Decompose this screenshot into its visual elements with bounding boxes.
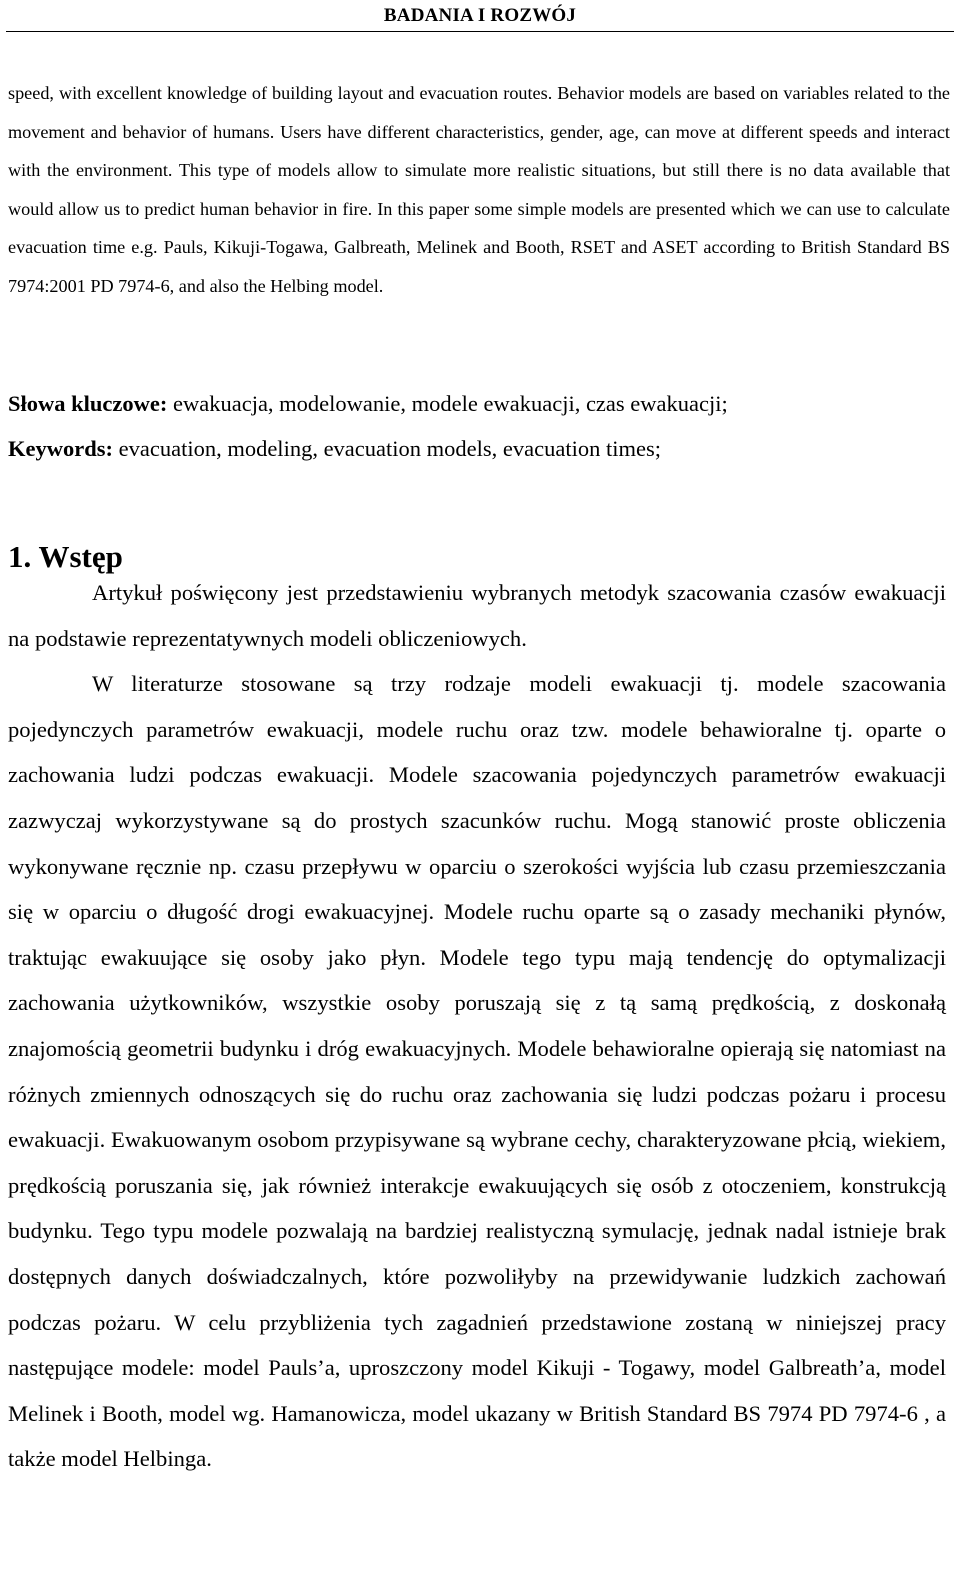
keywords-english-text: evacuation, modeling, evacuation models, evacuation times; [113, 436, 661, 461]
section-body [8, 570, 946, 1482]
section-title: 1. Wstęp [8, 539, 123, 574]
header-divider [6, 31, 954, 32]
keywords-polish-label: Słowa kluczowe: [8, 391, 168, 416]
abstract-paragraph: speed, with excellent knowledge of building layout and evacuation routes. Behavior models are based on variables related to the movement and behavior of humans. Users have different characteristics, gender, age, can move at different speeds and interact with the environment. This type of models allow to simulate more realistic situations, but still there is no data available that would allow us to predict human behavior in fire. In this paper some simple models are presented which we can use to calculate evacuation time e.g. Pauls, Kikuji-Togawa, Galbreath, Melinek and Booth, RSET and ASET according to British Standard BS 7974:2001 PD 7974-6, and also the Helbing model. [8, 83, 950, 296]
keywords-polish-text: ewakuacja, modelowanie, modele ewakuacji, czas ewakuacji; [167, 391, 728, 416]
keywords-english [8, 434, 952, 464]
keywords-english-label: Keywords: [8, 436, 113, 461]
body-paragraph-1: Artykuł poświęcony jest przedstawieniu wybranych metodyk szacowania czasów ewakuacji na podstawie reprezentatywnych modeli obliczeniowych. [8, 580, 946, 651]
running-header: BADANIA I ROZWÓJ [383, 5, 577, 26]
keywords-polish [8, 389, 952, 419]
body-paragraph-2: W literaturze stosowane są trzy rodzaje modeli ewakuacji tj. modele szacowania pojedynczych parametrów ewakuacji, modele ruchu oraz tzw. modele behawioralne tj. oparte o zachowania ludzi podczas ewakuacji. Modele szacowania pojedynczych parametrów ewakuacji zazwyczaj wykorzystywane są do prostych szacunków ruchu. Mogą stanowić proste obliczenia wykonywane ręcznie np. czasu przepływu w oparciu o szerokości wyjścia lub czasu przemieszczania się w oparciu o długość drogi ewakuacyjnej. Modele ruchu oparte są o zasady mechaniki płynów, traktując ewakuujące się osoby jako płyn. Modele tego typu mają tendencję do optymalizacji zachowania użytkowników, wszystkie osoby poruszają się z tą samą prędkością, z doskonałą znajomością geometrii budynku i dróg ewakuacyjnych. Modele behawioralne opierają się natomiast na różnych zmiennych odnoszących się do ruchu oraz zachowania się ludzi podczas pożaru i procesu ewakuacji. Ewakuowanym osobom przypisywane są wybrane cechy, charakteryzowane płcią, wiekiem, prędkością poruszania się, jak również interakcje ewakuujących się osób z otoczeniem, konstrukcją budynku. Tego typu modele pozwalają na bardziej realistyczną symulację, jednak nadal istnieje brak dostępnych danych doświadczalnych, które pozwoliłyby na przewidywanie ludzkich zachowań podczas pożaru. W celu przybliżenia tych zagadnień przedstawione zostaną w niniejszej pracy następujące modele: model Pauls’a, uproszczony model Kikuji - Togawy, model Galbreath’a, model Melinek i Booth, model wg. Hamanowicza, model ukazany w British Standard BS 7974 PD 7974-6 , a także model Helbinga. [8, 671, 946, 1472]
